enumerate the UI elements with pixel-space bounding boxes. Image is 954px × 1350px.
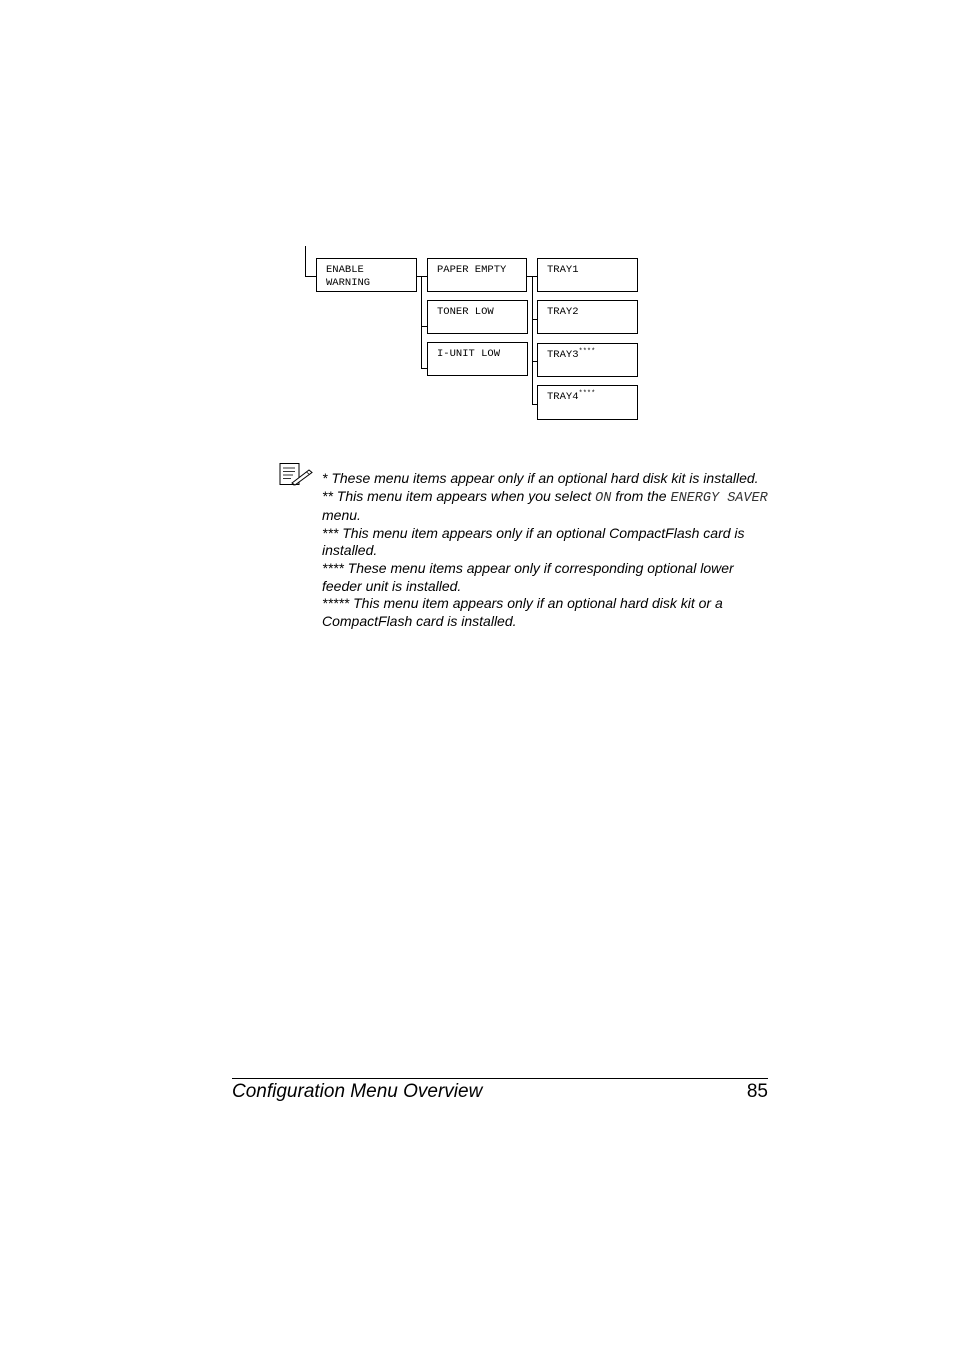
menu-box-tray2 — [537, 300, 638, 334]
page-number: 85 — [746, 1081, 768, 1102]
footnote-2: ** This menu item appears when you select ON from the ENERGY SAVER menu. — [322, 487, 768, 524]
footnote-1: * These menu items appear only if an optional hard disk kit is installed. — [322, 470, 759, 486]
tree-connector — [305, 276, 316, 277]
note-pencil-icon — [278, 462, 314, 486]
tree-connector — [532, 276, 533, 404]
menu-label: I-UNIT LOW — [437, 348, 501, 360]
tree-connector — [305, 246, 306, 276]
menu-label: PAPER EMPTY — [437, 264, 507, 276]
menu-label: TONER LOW — [437, 306, 494, 318]
menu-label: TRAY1 — [547, 264, 579, 276]
footer-divider — [232, 1078, 768, 1079]
footnotes — [322, 470, 772, 630]
tree-connector — [421, 276, 422, 368]
menu-label: TRAY2 — [547, 306, 579, 318]
menu-box-paper-empty — [427, 258, 527, 292]
menu-box-i-unit-low — [427, 342, 528, 376]
footnote-4: **** These menu items appear only if corresponding optional lower feeder unit is installed. — [322, 559, 734, 594]
menu-label: TRAY4**** — [547, 390, 596, 403]
menu-box-toner-low — [427, 300, 528, 334]
menu-label: TRAY3**** — [547, 348, 596, 361]
menu-box-enable-warning — [316, 258, 417, 292]
menu-box-tray4 — [537, 385, 638, 420]
footer-title: Configuration Menu Overview — [232, 1081, 483, 1102]
menu-label: ENABLE WARNING — [326, 264, 371, 289]
footnote-3: *** This menu item appears only if an optional CompactFlash card is installed. — [322, 524, 745, 559]
footnote-5: ***** This menu item appears only if an optional hard disk kit or a CompactFlash card is installed. — [322, 595, 723, 629]
menu-box-tray3 — [537, 343, 638, 377]
menu-box-tray1 — [537, 258, 638, 292]
